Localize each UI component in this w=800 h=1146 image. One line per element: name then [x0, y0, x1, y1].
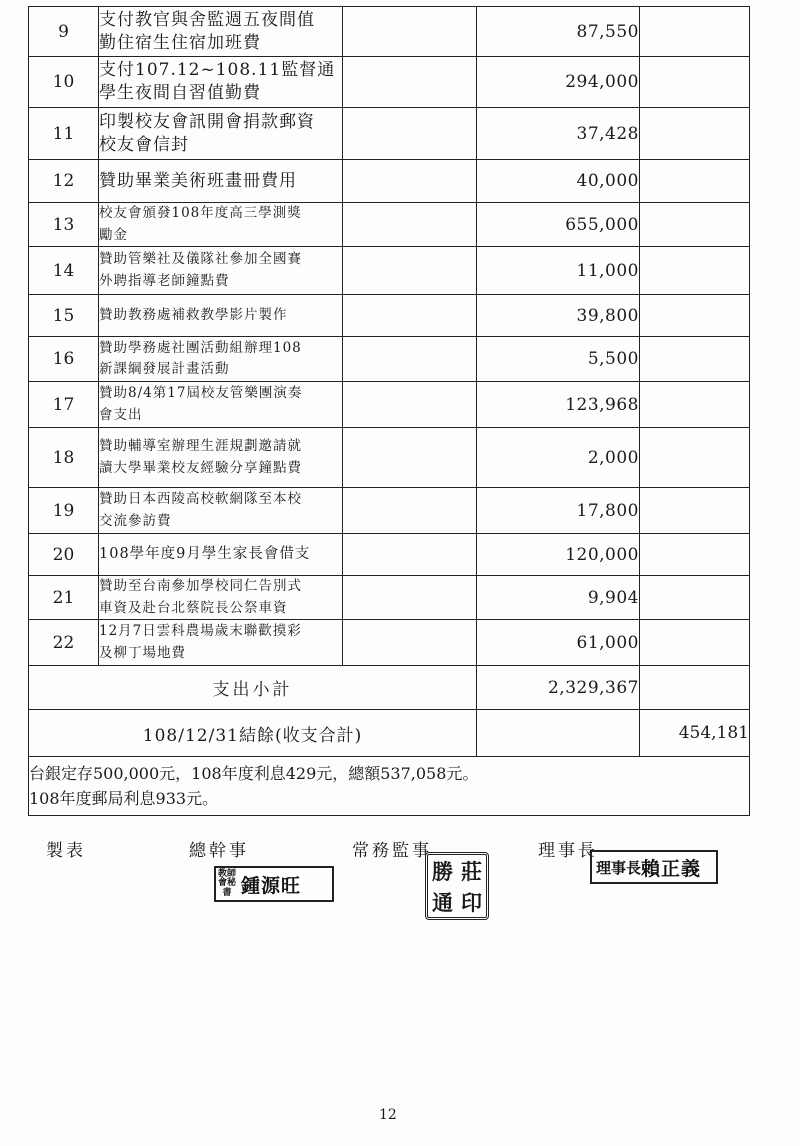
balance-cell [640, 57, 750, 108]
expense-amount: 655,000 [477, 203, 640, 247]
expense-amount: 40,000 [477, 160, 640, 203]
blank-cell [343, 203, 477, 247]
row-number: 15 [29, 295, 99, 337]
row-number: 9 [29, 7, 99, 57]
table-row [29, 382, 750, 428]
table-row [29, 534, 750, 576]
balance-cell [640, 576, 750, 620]
row-number: 18 [29, 428, 99, 488]
row-number: 12 [29, 160, 99, 203]
notes-cell [29, 757, 750, 816]
blank-cell [343, 488, 477, 534]
item-line: 支付教官與舍監週五夜間值 [99, 9, 315, 30]
item-line: 讀大學畢業校友經驗分享鐘點費 [99, 459, 302, 476]
item-line: 外聘指導老師鐘點費 [99, 272, 230, 289]
blank-cell [343, 247, 477, 295]
table-row [29, 160, 750, 203]
item-line: 12月7日雲科農場歲末聯歡摸彩 [99, 623, 302, 640]
item-description [99, 295, 343, 337]
item-description [99, 108, 343, 160]
secretary-name: 鍾源旺 [241, 874, 302, 897]
item-line: 贊助至台南參加學校同仁告別式 [99, 578, 302, 595]
blank-cell [343, 7, 477, 57]
item-description [99, 576, 343, 620]
table-row [29, 108, 750, 160]
balance-cell [640, 295, 750, 337]
balance-cell [640, 337, 750, 382]
item-description [99, 488, 343, 534]
chairman-seal-name: 賴正義 [641, 857, 702, 880]
item-description [99, 160, 343, 203]
item-description [99, 7, 343, 57]
item-line: 贊助教務處補救教學影片製作 [99, 306, 288, 323]
balance-cell [640, 7, 750, 57]
item-line: 校友會信封 [99, 134, 189, 155]
row-number: 17 [29, 382, 99, 428]
item-line: 贊助管樂社及儀隊社參加全國賽 [99, 251, 302, 268]
table-row [29, 620, 750, 666]
item-line: 贊助日本西陵高校軟網隊至本校 [99, 491, 302, 508]
blank-cell [343, 295, 477, 337]
balance-row [29, 710, 750, 757]
blank-cell [343, 337, 477, 382]
balance-cell [640, 108, 750, 160]
item-line: 贊助輔導室辦理生涯規劃邀請就 [99, 438, 302, 455]
table-row [29, 7, 750, 57]
page-number: 12 [379, 1107, 397, 1123]
blank-cell [343, 160, 477, 203]
secretary-title: 教師會秘書 [217, 868, 236, 898]
item-line: 校友會頒發108年度高三學測獎 [99, 205, 302, 221]
balance-cell [640, 382, 750, 428]
note-line: 108年度郵局利息933元。 [29, 789, 219, 809]
expense-amount: 294,000 [477, 57, 640, 108]
blank-cell [343, 620, 477, 666]
expense-amount: 11,000 [477, 247, 640, 295]
item-description [99, 428, 343, 488]
notes-row [29, 757, 750, 816]
row-number: 14 [29, 247, 99, 295]
row-number: 13 [29, 203, 99, 247]
item-description [99, 203, 343, 247]
balance-cell [640, 428, 750, 488]
expense-amount: 123,968 [477, 382, 640, 428]
table-row [29, 295, 750, 337]
table-row [29, 337, 750, 382]
supervisor-seal-stamp [425, 852, 489, 920]
balance-cell [640, 620, 750, 666]
balance-cell [640, 488, 750, 534]
item-line: 及柳丁場地費 [99, 644, 186, 661]
expense-amount: 5,500 [477, 337, 640, 382]
balance-cell [640, 203, 750, 247]
item-description [99, 534, 343, 576]
item-description [99, 57, 343, 108]
blank-cell [343, 57, 477, 108]
seal-char: 印 [461, 889, 482, 915]
item-description [99, 382, 343, 428]
item-line: 贊助8/4第17屆校友管樂團演奏 [99, 385, 303, 402]
blank-cell [477, 710, 640, 757]
row-number: 10 [29, 57, 99, 108]
expense-amount: 37,428 [477, 108, 640, 160]
balance-cell [640, 666, 750, 710]
balance-cell [640, 160, 750, 203]
item-line: 車資及赴台北蔡院長公祭車資 [99, 599, 288, 616]
blank-cell [343, 576, 477, 620]
chairman-label: 理事長 [538, 841, 598, 861]
table-row [29, 247, 750, 295]
blank-cell [343, 382, 477, 428]
row-number: 19 [29, 488, 99, 534]
blank-cell [343, 534, 477, 576]
row-number: 21 [29, 576, 99, 620]
blank-cell [343, 108, 477, 160]
item-line: 學生夜間自習值勤費 [99, 83, 261, 103]
item-description [99, 247, 343, 295]
table-row [29, 57, 750, 108]
balance-cell [640, 247, 750, 295]
table-row [29, 428, 750, 488]
item-line: 贊助學務處社團活動組辦理108 [99, 339, 302, 356]
row-number: 22 [29, 620, 99, 666]
row-number: 20 [29, 534, 99, 576]
secretary-seal-stamp [214, 866, 334, 902]
seal-char: 通 [432, 889, 453, 915]
item-description [99, 620, 343, 666]
row-number: 16 [29, 337, 99, 382]
balance-cell [640, 534, 750, 576]
expense-amount: 9,904 [477, 576, 640, 620]
item-line: 新課綱發展計畫活動 [99, 361, 230, 378]
subtotal-amount: 2,329,367 [477, 666, 640, 710]
balance-label: 108/12/31結餘(收支合計) [29, 710, 477, 757]
balance-amount: 454,181 [640, 710, 750, 757]
expense-amount: 87,550 [477, 7, 640, 57]
subtotal-label: 支出小計 [29, 666, 477, 710]
item-line: 108學年度9月學生家長會借支 [99, 546, 311, 563]
expense-amount: 2,000 [477, 428, 640, 488]
table-row [29, 488, 750, 534]
expense-amount: 17,800 [477, 488, 640, 534]
chairman-seal-title: 理事長 [596, 858, 642, 877]
subtotal-row [29, 666, 750, 710]
note-line: 台銀定存500,000元，108年度利息429元，總額537,058元。 [29, 763, 479, 783]
expense-amount: 61,000 [477, 620, 640, 666]
seal-char: 莊 [461, 858, 482, 884]
chairman-seal-stamp [590, 850, 718, 884]
item-line: 支付107.12~108.11監督通 [99, 60, 336, 81]
seal-char: 勝 [432, 858, 453, 884]
blank-cell [343, 428, 477, 488]
item-line: 會支出 [99, 406, 143, 423]
table-row [29, 203, 750, 247]
item-line: 印製校友會訊開會捐款郵資 [99, 111, 315, 132]
expense-amount: 39,800 [477, 295, 640, 337]
expense-ledger-table [28, 6, 750, 816]
standing-supervisor-label: 常務監事 [352, 841, 432, 861]
item-line: 交流參訪費 [99, 512, 172, 529]
item-line: 贊助畢業美術班畫冊費用 [99, 170, 297, 191]
row-number: 11 [29, 108, 99, 160]
prepared-by-label: 製表 [46, 841, 86, 861]
item-description [99, 337, 343, 382]
expense-amount: 120,000 [477, 534, 640, 576]
executive-secretary-label: 總幹事 [189, 841, 249, 861]
table-row [29, 576, 750, 620]
item-line: 勤住宿生住宿加班費 [99, 32, 261, 53]
signature-row [0, 836, 800, 916]
item-line: 勵金 [99, 226, 128, 243]
